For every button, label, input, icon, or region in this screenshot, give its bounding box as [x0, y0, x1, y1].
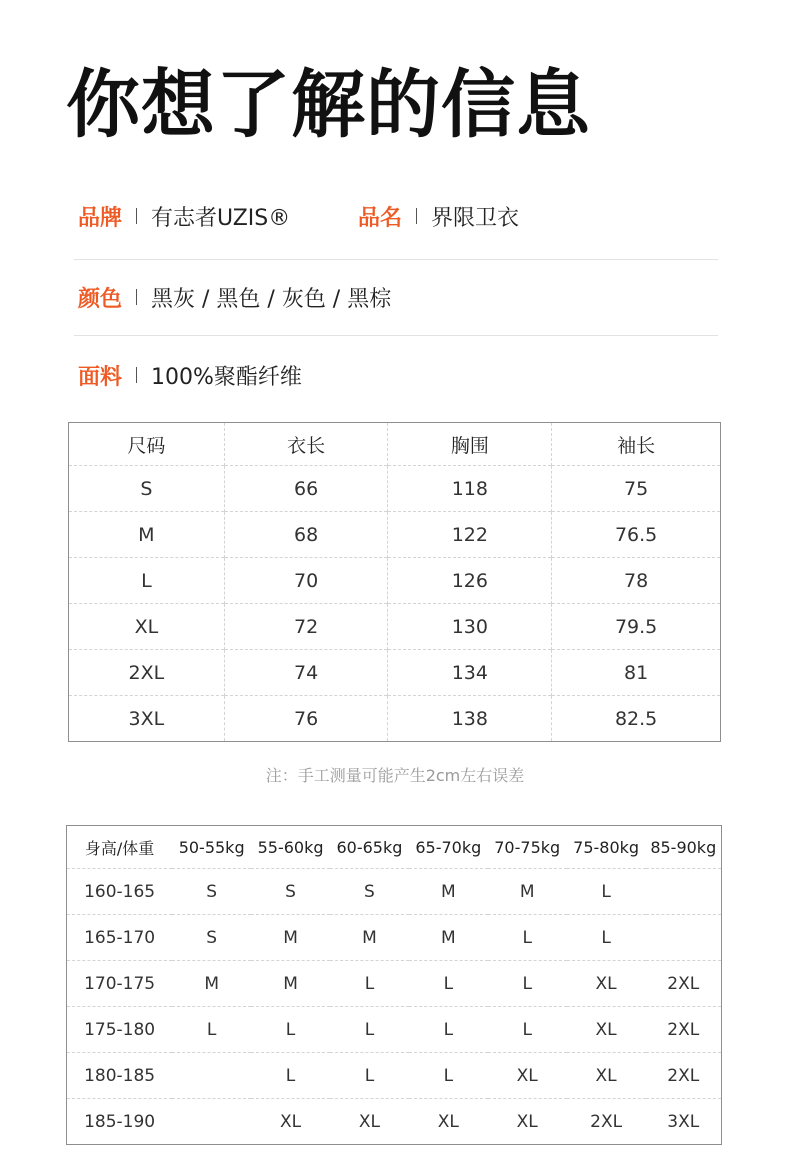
table-cell: L — [488, 1007, 567, 1053]
fit-table — [66, 825, 722, 1145]
brand-value: 有志者UZIS® — [151, 205, 291, 231]
table-cell: 75 — [552, 466, 721, 512]
info-row-fabric — [78, 355, 718, 395]
height-cell: 160-165 — [67, 869, 173, 915]
page-title: 你想了解的信息 — [66, 62, 591, 148]
table-cell: S — [251, 869, 330, 915]
table-cell: L — [172, 1007, 251, 1053]
table-cell: 2XL — [646, 1007, 722, 1053]
header-weight-range: 50-55kg — [178, 837, 245, 857]
table-cell: 74 — [224, 650, 388, 696]
divider — [74, 335, 718, 336]
header-height-weight: 身高/体重 — [84, 838, 155, 858]
header-weight-range: 55-60kg — [257, 837, 324, 857]
header-weight-range: 70-75kg — [494, 837, 561, 857]
table-cell: XL — [488, 1099, 567, 1145]
table-cell: 130 — [388, 604, 552, 650]
table-cell: L — [409, 1007, 488, 1053]
table-cell: XL — [567, 961, 646, 1007]
header-weight-range: 60-65kg — [336, 837, 403, 857]
size-table — [68, 422, 721, 742]
table-row — [67, 1099, 722, 1145]
separator — [136, 367, 137, 383]
table-cell: L — [330, 1053, 409, 1099]
divider — [74, 259, 718, 260]
table-cell: M — [409, 869, 488, 915]
table-cell: XL — [330, 1099, 409, 1145]
table-cell: XL — [69, 604, 225, 650]
table-row — [67, 1007, 722, 1053]
fabric-field — [78, 360, 302, 391]
table-cell: S — [172, 869, 251, 915]
brand-label: 品牌 — [78, 205, 123, 231]
table-cell: XL — [567, 1007, 646, 1053]
table-cell: S — [69, 466, 225, 512]
table-cell: L — [567, 915, 646, 961]
brand-field — [78, 201, 358, 232]
height-cell: 180-185 — [67, 1053, 173, 1099]
header-sleeve: 袖长 — [552, 423, 721, 466]
separator — [136, 289, 137, 305]
table-row — [69, 558, 721, 604]
table-cell: S — [330, 869, 409, 915]
table-row — [69, 650, 721, 696]
table-cell: 81 — [552, 650, 721, 696]
table-cell: M — [172, 961, 251, 1007]
separator — [416, 208, 417, 224]
table-cell: 82.5 — [552, 696, 721, 742]
table-cell: 2XL — [567, 1099, 646, 1145]
table-cell: L — [488, 915, 567, 961]
table-cell: 138 — [388, 696, 552, 742]
table-cell: 68 — [224, 512, 388, 558]
table-cell: 2XL — [646, 1053, 722, 1099]
table-cell: L — [251, 1053, 330, 1099]
table-cell: 70 — [224, 558, 388, 604]
table-cell: 66 — [224, 466, 388, 512]
table-row — [69, 604, 721, 650]
table-cell: 78 — [552, 558, 721, 604]
table-cell: 134 — [388, 650, 552, 696]
table-cell: 76.5 — [552, 512, 721, 558]
table-cell — [646, 915, 722, 961]
height-cell: 165-170 — [67, 915, 173, 961]
table-cell: M — [251, 915, 330, 961]
color-label: 颜色 — [78, 286, 123, 312]
table-cell: M — [409, 915, 488, 961]
table-cell: 122 — [388, 512, 552, 558]
table-cell: XL — [409, 1099, 488, 1145]
height-cell: 175-180 — [67, 1007, 173, 1053]
table-cell: 76 — [224, 696, 388, 742]
size-table-header-row — [69, 423, 721, 466]
table-row — [69, 512, 721, 558]
table-cell: M — [488, 869, 567, 915]
table-cell: 2XL — [646, 961, 722, 1007]
table-cell: 3XL — [646, 1099, 722, 1145]
table-cell: L — [330, 961, 409, 1007]
table-cell: L — [409, 1053, 488, 1099]
table-cell — [646, 869, 722, 915]
table-cell: S — [172, 915, 251, 961]
table-cell: 126 — [388, 558, 552, 604]
height-cell: 170-175 — [67, 961, 173, 1007]
table-cell: 79.5 — [552, 604, 721, 650]
fabric-label: 面料 — [78, 364, 123, 390]
table-cell: XL — [488, 1053, 567, 1099]
header-weight-range: 85-90kg — [650, 837, 717, 857]
table-cell: L — [69, 558, 225, 604]
table-cell: L — [251, 1007, 330, 1053]
header-weight-range: 65-70kg — [415, 837, 482, 857]
table-cell: L — [330, 1007, 409, 1053]
table-cell: 2XL — [69, 650, 225, 696]
table-row — [67, 961, 722, 1007]
color-value: 黑灰 / 黑色 / 灰色 / 黑棕 — [151, 286, 392, 312]
table-cell: M — [330, 915, 409, 961]
table-row — [69, 466, 721, 512]
height-cell: 185-190 — [67, 1099, 173, 1145]
product-name-field — [358, 201, 519, 232]
table-row — [67, 1053, 722, 1099]
fabric-value: 100%聚酯纤维 — [151, 364, 302, 390]
header-weight-range: 75-80kg — [573, 837, 640, 857]
table-cell: L — [409, 961, 488, 1007]
fit-table-header-row — [67, 826, 722, 869]
table-cell: XL — [567, 1053, 646, 1099]
separator — [136, 208, 137, 224]
header-length: 衣长 — [224, 423, 388, 466]
product-name-label: 品名 — [358, 205, 403, 231]
table-cell: XL — [251, 1099, 330, 1145]
table-cell: 72 — [224, 604, 388, 650]
info-row-color — [78, 277, 718, 317]
table-cell — [172, 1099, 251, 1145]
header-size: 尺码 — [127, 434, 166, 457]
measurement-note: 注：手工测量可能产生2cm左右误差 — [265, 766, 525, 785]
table-row — [67, 869, 722, 915]
table-cell: 3XL — [69, 696, 225, 742]
table-cell — [172, 1053, 251, 1099]
table-cell: 118 — [388, 466, 552, 512]
table-row — [69, 696, 721, 742]
table-cell: L — [567, 869, 646, 915]
table-cell: L — [488, 961, 567, 1007]
color-field — [78, 282, 391, 313]
header-chest: 胸围 — [388, 423, 552, 466]
table-cell: M — [69, 512, 225, 558]
info-row-brand-name — [78, 196, 718, 236]
table-cell: M — [251, 961, 330, 1007]
table-row — [67, 915, 722, 961]
product-name-value: 界限卫衣 — [431, 205, 520, 231]
